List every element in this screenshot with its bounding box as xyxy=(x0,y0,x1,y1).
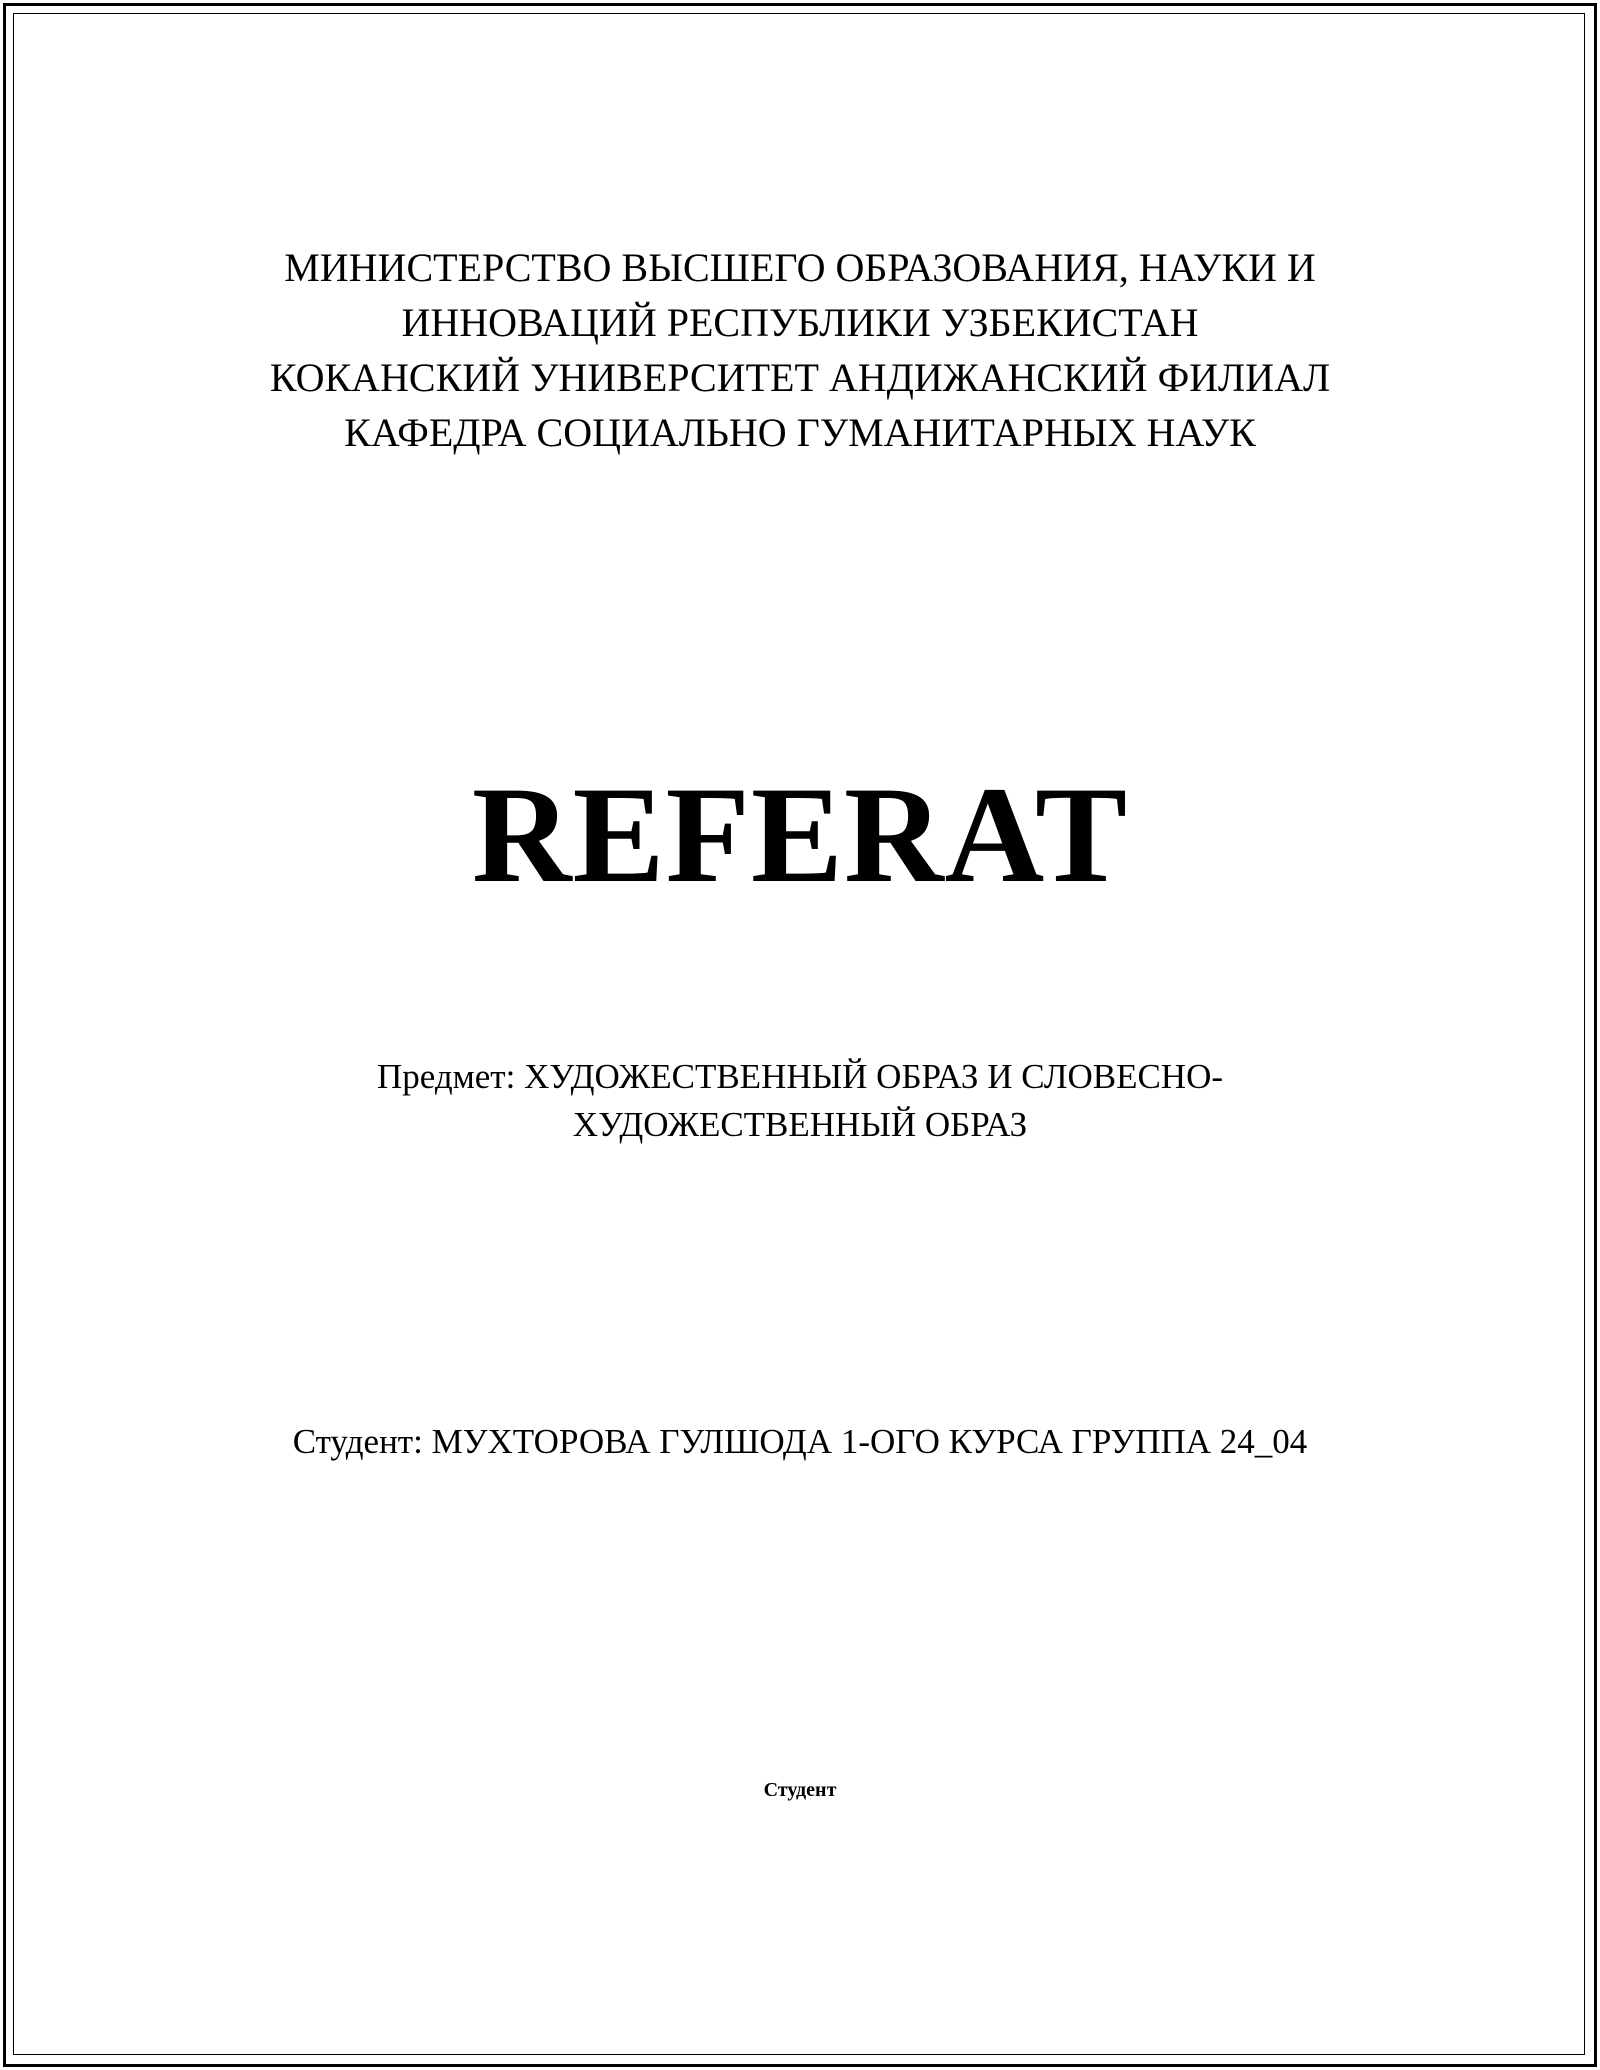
header-line-2: ИННОВАЦИЙ РЕСПУБЛИКИ УЗБЕКИСТАН xyxy=(401,300,1199,345)
subject-line-1: Предмет: ХУДОЖЕСТВЕННЫЙ ОБРАЗ И СЛОВЕСНО- xyxy=(376,1057,1224,1096)
subject-block xyxy=(0,1053,1600,1149)
document-title: REFERAT xyxy=(471,758,1129,911)
student-signature-label: Студент xyxy=(763,1779,837,1801)
institution-header xyxy=(0,240,1600,460)
header-line-1: МИНИСТЕРСТВО ВЫСШЕГО ОБРАЗОВАНИЯ, НАУКИ И xyxy=(284,245,1316,290)
student-line: Студент: МУХТОРОВА ГУЛШОДА 1-ОГО КУРСА ГРУППА 24_04 xyxy=(292,1422,1308,1461)
header-line-3: КОКАНСКИЙ УНИВЕРСИТЕТ АНДИЖАНСКИЙ ФИЛИАЛ xyxy=(269,355,1331,400)
subject-line-2: ХУДОЖЕСТВЕННЫЙ ОБРАЗ xyxy=(572,1105,1028,1144)
header-line-4: КАФЕДРА СОЦИАЛЬНО ГУМАНИТАРНЫХ НАУК xyxy=(344,410,1256,455)
